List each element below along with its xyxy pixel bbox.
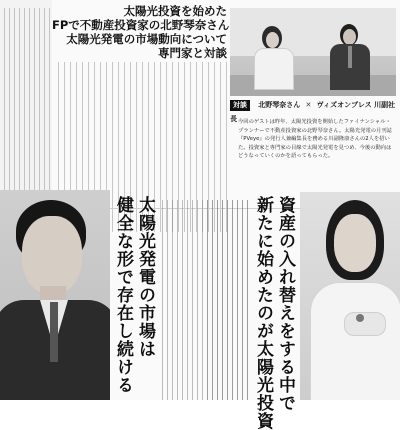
text-line: [247, 200, 248, 400]
cross-icon: ✕: [305, 101, 312, 109]
text-line: [237, 200, 238, 400]
text-line: [227, 200, 228, 400]
title-line: FPで不動産投資家の北野琴奈さん: [52, 18, 230, 32]
text-line: [202, 200, 203, 400]
text-line: [172, 200, 173, 400]
text-line: [197, 200, 198, 400]
photo-kawazoe: [0, 190, 110, 400]
headline-right: [252, 196, 296, 430]
lower-text-columns-mid: [205, 200, 250, 400]
headline-left-line: 太陽光発電の市場は: [135, 196, 155, 358]
text-line: [192, 200, 193, 400]
photo-caption: [230, 98, 396, 123]
photo-kitano: [300, 192, 400, 400]
text-line: [222, 200, 223, 400]
caption-tag: 対談: [230, 100, 250, 111]
caption-person1: 北野琴奈さん: [258, 101, 301, 109]
text-line: [177, 200, 178, 400]
title-line: 専門家と対談: [158, 46, 227, 60]
text-line: [207, 200, 208, 400]
text-line: [182, 200, 183, 400]
intro-paragraph: 今回のゲストは昨年、太陽光投資を開始したファイナンシャル・プランナーで不動産投資家の北野琴奈さん。太陽光発電の月刊誌『PVeye』の発行人兼編集長を務める川副隆康さんの2人を招いた。投資家と専門家の目線で太陽光発電を見つめ、今後の動向はどうなっていくのかを語ってもらった。: [238, 119, 392, 160]
text-line: [242, 200, 243, 400]
headline-right-line: 資産の入れ替えをする中で: [275, 196, 295, 412]
article-title: [52, 4, 230, 62]
headline-left-line: 健全な形で存在し続ける: [113, 196, 133, 394]
text-line: [187, 200, 188, 400]
text-line: [217, 200, 218, 400]
headline-left: [112, 196, 156, 396]
text-line: [212, 200, 213, 400]
title-line: 太陽光発電の市場動向について: [66, 32, 227, 46]
interview-photo: [230, 8, 396, 96]
headline-right-line: 新たに始めたのが太陽光投資: [253, 196, 273, 430]
text-line: [167, 200, 168, 400]
title-line: 太陽光投資を始めた: [123, 4, 227, 18]
text-line: [162, 200, 163, 400]
text-line: [232, 200, 233, 400]
caption-person2: ヴィズオンプレス 川副社長: [230, 101, 396, 123]
